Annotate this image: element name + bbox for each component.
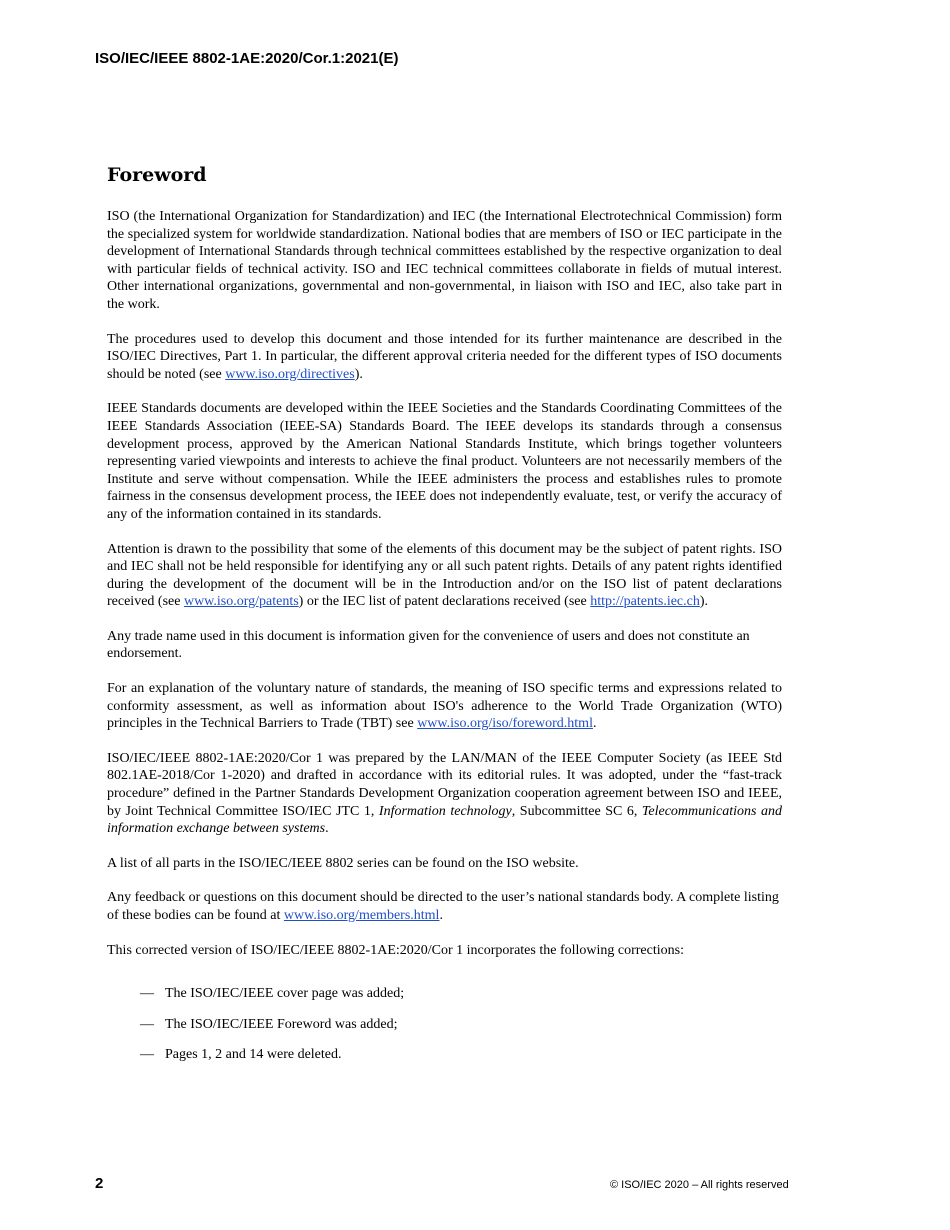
paragraph-trade-name: Any trade name used in this document is information given for the convenience of users and does not constitute an endorsement. <box>107 628 750 662</box>
foreword-body <box>107 208 782 1077</box>
copyright-notice: © ISO/IEC 2020 – All rights reserved <box>610 1179 789 1191</box>
link-iec-patents[interactable]: http://patents.iec.ch <box>590 594 700 610</box>
link-iso-members[interactable]: www.iso.org/members.html <box>283 908 440 923</box>
link-iso-patents[interactable]: www.iso.org/patents <box>183 594 299 610</box>
paragraph-prepared-by: ISO/IEC/IEEE 8802-1AE:2020/Cor 1 was prepared by the LAN/MAN of the IEEE Computer Society (as IEEE Std 802.1AE-2018/Cor 1-2020) and drafted in accordance with its editorial rules. It was adopted, under the “fast-track procedure” defined in the Partner Standards Development Organization cooperation agreement between ISO and IEEE, by Joint Technical Committee ISO/IEC JTC 1, Information technology, Subcommittee SC 6, Telecommunications and information exchange between systems. <box>107 750 782 837</box>
paragraph-feedback: Any feedback or questions on this document should be directed to the user’s national standards body. A complete listing of these bodies can be found at www.iso.org/members.html. <box>107 890 779 923</box>
list-item: — Pages 1, 2 and 14 were deleted. <box>140 1047 342 1063</box>
paragraph-ieee-standards: IEEE Standards documents are developed within the IEEE Societies and the Standards Coordinating Committees of the IEEE Standards Association (IEEE-SA) Standards Board. The IEEE develops its standards through a consensus development process, approved by the American National Standards Institute, which brings together volunteers representing varied viewpoints and interests to achieve the final product. Volunteers are not necessarily members of the Institute and serve without compensation. While the IEEE administers the process and establishes rules to promote fairness in the consensus development process, the IEEE does not independently evaluate, test, or verify the accuracy of any of the information contained in its standards. <box>107 401 782 522</box>
paragraph-procedures: The procedures used to develop this document and those intended for its further maintenance are described in the ISO/IEC Directives, Part 1. In particular, the different approval criteria needed for the different types of ISO documents should be noted (see www.iso.org/directives). <box>107 331 782 382</box>
paragraph-iso-iec: ISO (the International Organization for Standardization) and IEC (the International Electrotechnical Commission) form the specialized system for worldwide standardization. National bodies that are members of ISO or IEC participate in the development of International Standards through technical committees established by the respective organization to deal with particular fields of technical activity. ISO and IEC technical committees collaborate in fields of mutual interest. Other international organizations, governmental and non-governmental, in liaison with ISO and IEC, also take part in the work. <box>107 209 782 312</box>
paragraph-patents: Attention is drawn to the possibility that some of the elements of this document may be the subject of patent rights. ISO and IEC shall not be held responsible for identifying any or all such patent rights. Details of any patent rights identified during the development of the document will be in the Introduction and/or on the ISO list of patent declarations received (see www.iso.org/patents) or the IEC list of patent declarations received (see http://patents.iec.ch). <box>107 541 782 610</box>
list-item: — The ISO/IEC/IEEE Foreword was added; <box>140 1016 398 1032</box>
corrections-list <box>107 985 782 1064</box>
list-item: — The ISO/IEC/IEEE cover page was added; <box>140 986 405 1002</box>
document-id-header: ISO/IEC/IEEE 8802-1AE:2020/Cor.1:2021(E) <box>95 50 399 67</box>
paragraph-corrections-intro: This corrected version of ISO/IEC/IEEE 8802-1AE:2020/Cor 1 incorporates the following corrections: <box>107 942 684 958</box>
link-iso-foreword[interactable]: www.iso.org/iso/foreword.html <box>417 716 593 732</box>
paragraph-voluntary-nature: For an explanation of the voluntary nature of standards, the meaning of ISO specific terms and expressions related to conformity assessment, as well as information about ISO's adherence to the World Trade Organization (WTO) principles in the Technical Barriers to Trade (TBT) see www.iso.org/iso/foreword.html. <box>107 681 782 732</box>
page-number: 2 <box>95 1175 104 1192</box>
paragraph-parts-list: A list of all parts in the ISO/IEC/IEEE 8802 series can be found on the ISO website. <box>107 855 579 871</box>
link-iso-directives[interactable]: www.iso.org/directives <box>225 366 355 382</box>
page-title: Foreword <box>107 164 207 186</box>
